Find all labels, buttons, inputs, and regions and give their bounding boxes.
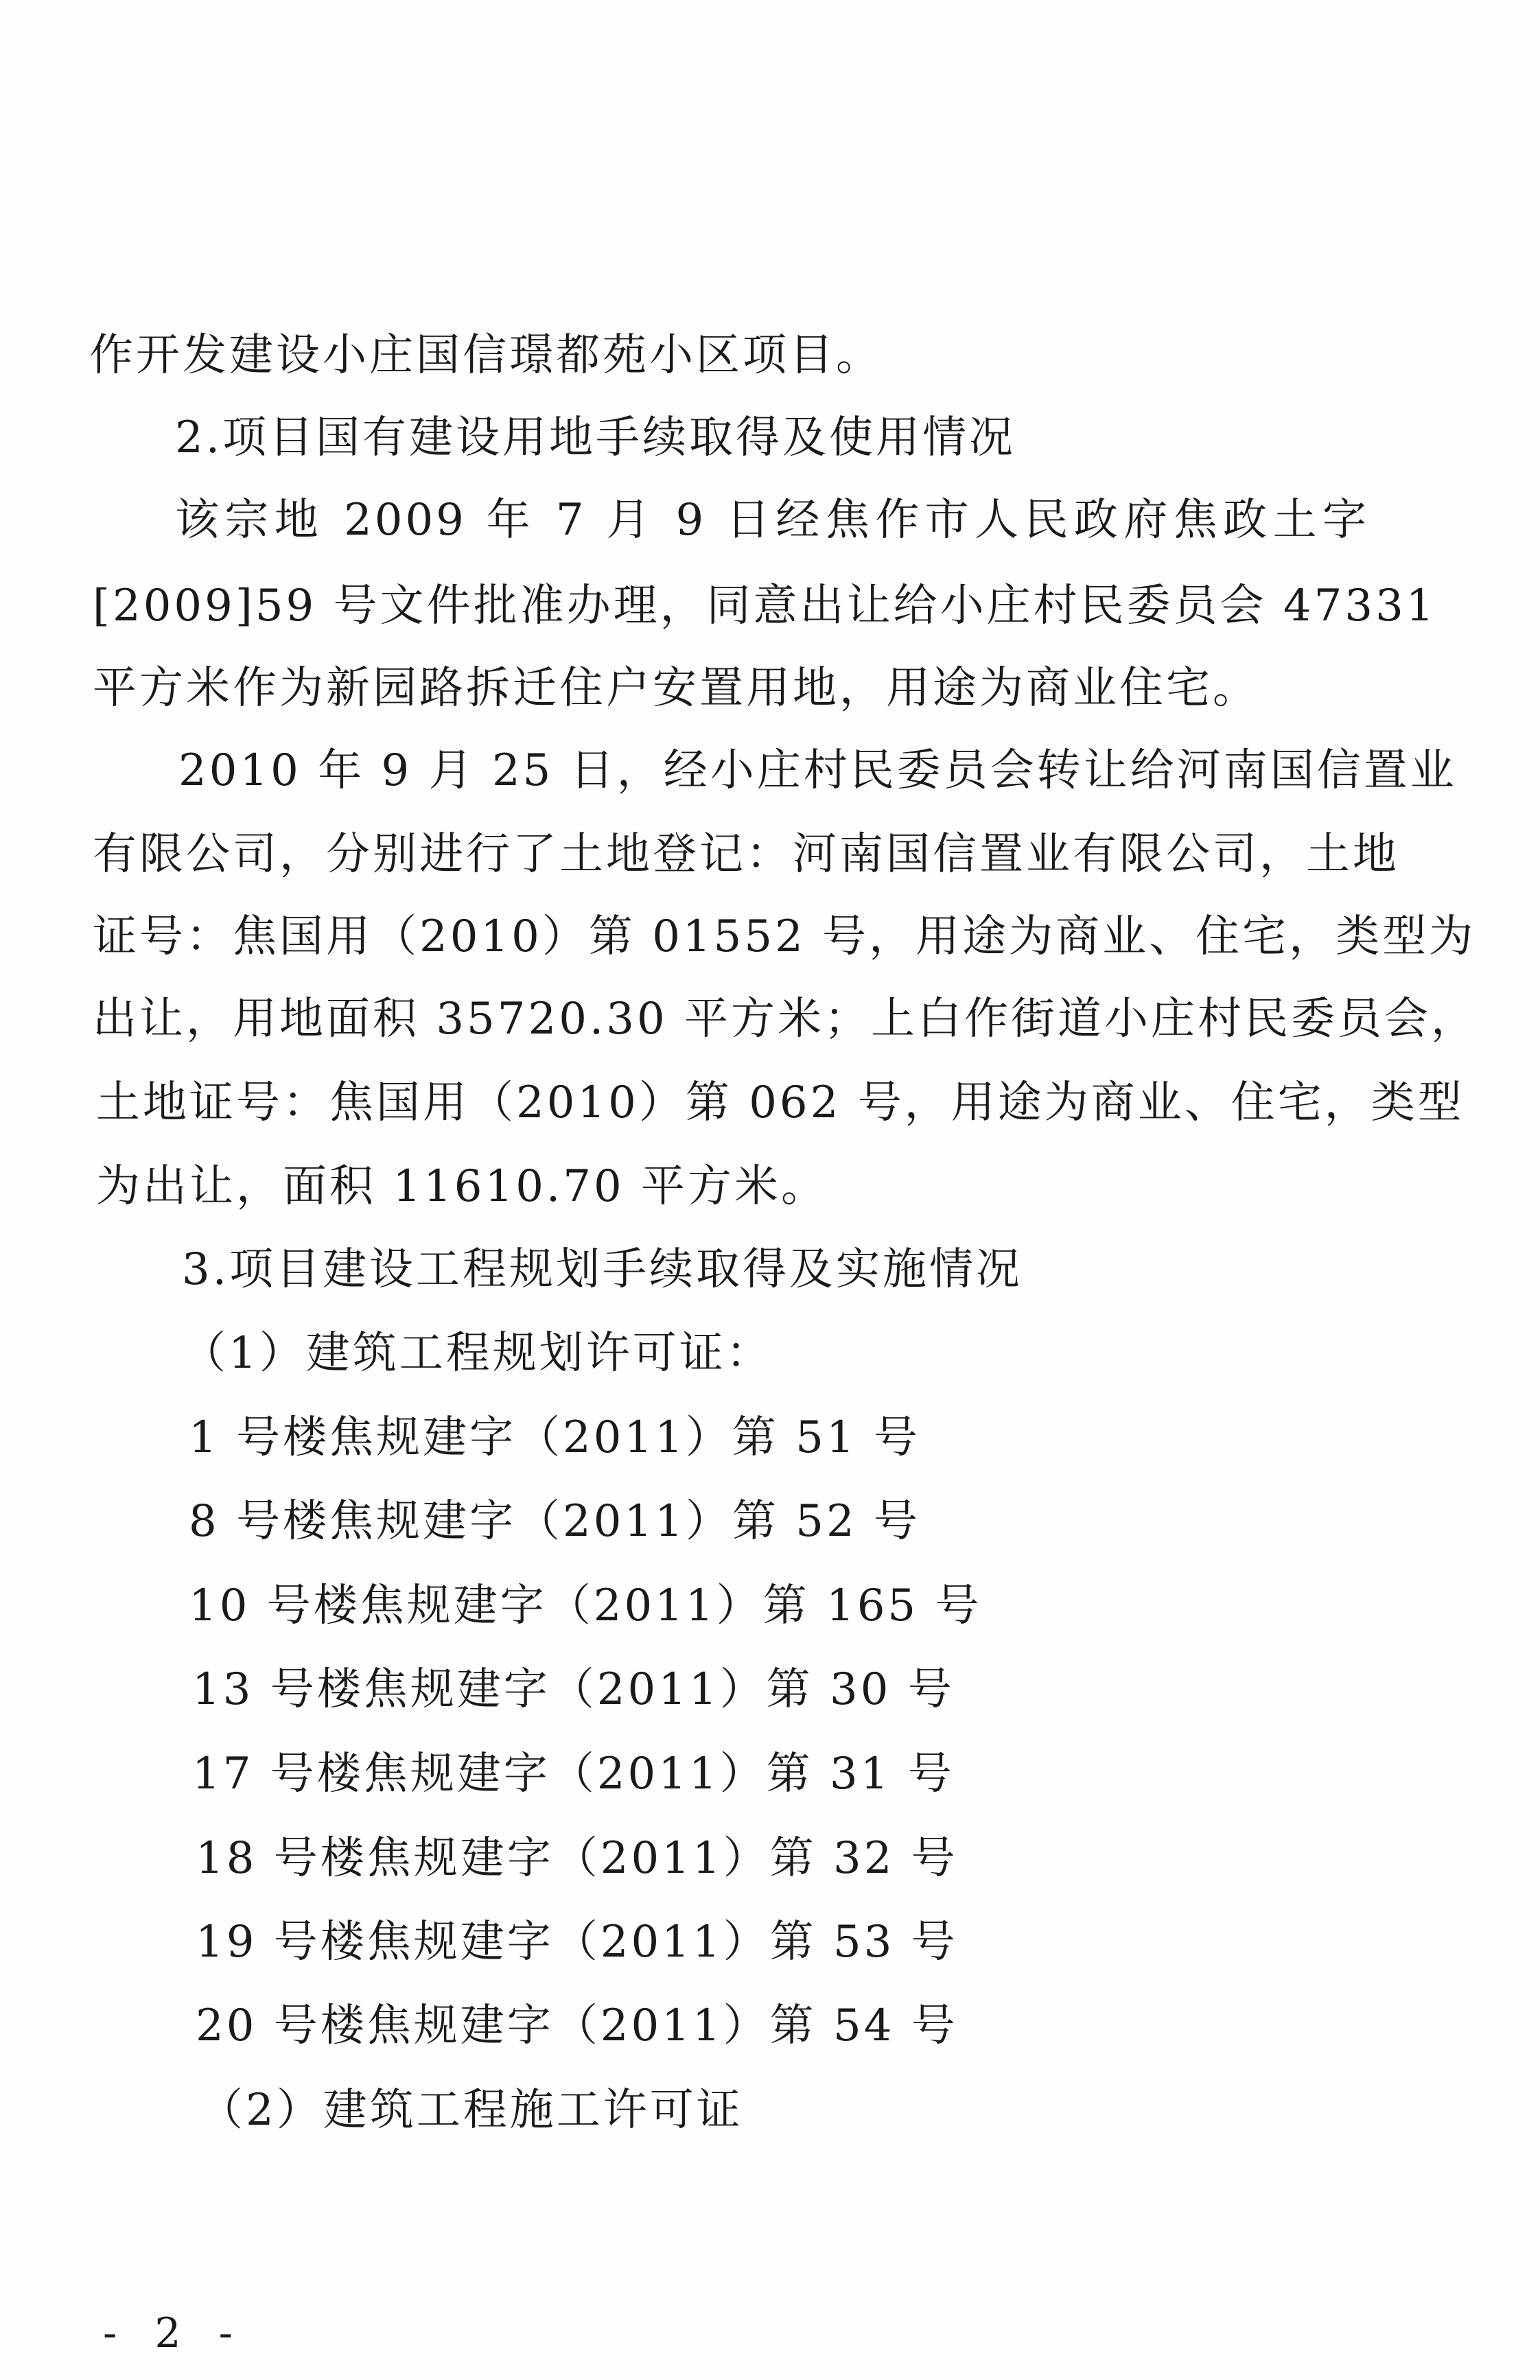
subsection-heading: （1）建筑工程规划许可证： xyxy=(182,1328,773,1379)
page-number: - 2 - xyxy=(103,2309,245,2357)
permit-list-item: 19 号楼焦规建字（2011）第 53 号 xyxy=(196,1917,958,1968)
permit-list-item: 8 号楼焦规建字（2011）第 52 号 xyxy=(189,1496,921,1547)
paragraph-line: 出让，用地面积 35720.30 平方米；上白作街道小庄村民委员会， xyxy=(93,994,1478,1045)
paragraph-line: 为出让，面积 11610.70 平方米。 xyxy=(96,1161,828,1212)
subsection-heading: （2）建筑工程施工许可证 xyxy=(199,2085,743,2136)
paragraph-line: 2010 年 9 月 25 日，经小庄村民委员会转让给河南国信置业 xyxy=(178,745,1457,796)
paragraph-line: 平方米作为新园路拆迁住户安置用地，用途为商业住宅。 xyxy=(93,663,1259,714)
section-heading: 3.项目建设工程规划手续取得及实施情况 xyxy=(182,1244,1023,1295)
permit-list-item: 10 号楼焦规建字（2011）第 165 号 xyxy=(189,1580,982,1631)
permit-list-item: 20 号楼焦规建字（2011）第 54 号 xyxy=(196,2000,958,2051)
paragraph-line: 作开发建设小庄国信璟都苑小区项目。 xyxy=(89,330,883,381)
paragraph-line: 土地证号：焦国用（2010）第 062 号，用途为商业、住宅，类型 xyxy=(96,1077,1465,1128)
paragraph-line: 该宗地 2009 年 7 月 9 日经焦作市人民政府焦政土字 xyxy=(175,495,1369,546)
paragraph-line: 有限公司，分别进行了土地登记：河南国信置业有限公司，土地 xyxy=(93,829,1399,880)
permit-list-item: 18 号楼焦规建字（2011）第 32 号 xyxy=(196,1833,958,1884)
permit-list-item: 17 号楼焦规建字（2011）第 31 号 xyxy=(192,1749,955,1799)
permit-list-item: 13 号楼焦规建字（2011）第 30 号 xyxy=(192,1664,955,1715)
section-heading: 2.项目国有建设用地手续取得及使用情况 xyxy=(175,412,1016,463)
permit-list-item: 1 号楼焦规建字（2011）第 51 号 xyxy=(189,1412,921,1463)
paragraph-line: [2009]59 号文件批准办理，同意出让给小庄村民委员会 47331 xyxy=(93,581,1437,631)
paragraph-line: 证号：焦国用（2010）第 01552 号，用途为商业、住宅，类型为 xyxy=(93,911,1476,962)
